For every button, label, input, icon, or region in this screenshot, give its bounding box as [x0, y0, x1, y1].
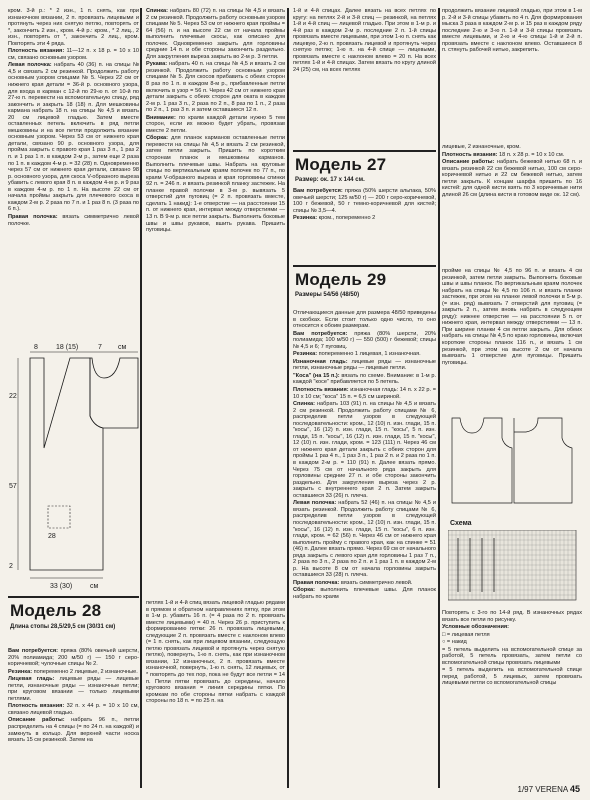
paragraph: Плотность вязания: изнаночная гладь: 14 п. x 22 р. = 10 х 10 см; "коса" 15 п. = 6,5 см шириной.: [293, 387, 436, 400]
model-27-size: Размер: ок. 17 х 144 см.: [295, 177, 365, 183]
paragraph: Сборка: для планок карманов оставленные петли перевести на спицы № 4,5 и вязать 2 см резинкой, затем петли закрыть. Пришить по коротким сторонам планок и мешковины карманов. Выполнить плечевые швы. Набрать на круговые спицы по вертикальным краям полочек по 77 п., по краям V-образного выреза и края горловины спинки 92 п. = 246 п. и вязать резинкой планку застежек. На планке правой полочки в 3-м р. вывязать 5 отверстий для пуговиц (= 2 п. провязать вместе, сделать 1 накид): 1-е отверстие — на расстоянии 15 п. от нижнего края, интервал между отверстиями — 13 п. В 9-м р. все петли закрыть. Выполнить боковые швы и швы рукавов, вшить рукава. Пришить пуговицы.: [146, 135, 285, 234]
paragraph: Внимание: по краям каждой детали нужно 5 тем сторон, если их можно будет убрать, провязав вместе 2 петли.: [146, 114, 285, 134]
issue-label: 1/97 VERENA: [517, 785, 568, 794]
model-28-text-cont: [146, 600, 285, 795]
dim-left-1: 22: [9, 393, 17, 400]
model-28-text: [8, 648, 139, 793]
paragraph: Спинка: набрать 80 (72) п. на спицы № 4,5 и вязать 2 см резинкой. Продолжить работу основным узором спицами № 5. Через 53 см от нижнего края проймы = 64 (56) п. и на высоте 22 см от начала проймы выполнить плечевые скосы, как описано для полочек. Одновременно закрыть для горловины средние 14 п. и обе стороны закончить раздельно. Для закругления выреза закрыть во 2-м р. 3 петли.: [146, 8, 285, 60]
column-divider: [438, 8, 440, 788]
pocket-outline: [48, 506, 70, 528]
garment-pattern-diagram: [8, 338, 143, 593]
cardigan-diagram: [442, 408, 582, 508]
paragraph: Повторять с 3-го по 14-й ряд. В изнаночных рядах вязать все петли по рисунку.: [442, 610, 582, 623]
paragraph: Резинка: попеременно 1 лицевая, 1 изнаночная.: [293, 351, 421, 358]
dim-left-2: 57: [9, 483, 17, 490]
page-number: 45: [569, 784, 580, 794]
dim-top-3: 7: [98, 344, 102, 351]
model-29-heading: Модель 29: [295, 270, 387, 289]
text-column-2: [146, 8, 285, 398]
paragraph: Резинка: попеременно 2 лицевые, 2 изнаночные.: [8, 668, 138, 675]
paragraph: Отличающиеся данные для размера 48/50 приведены в скобках. Если стоит только одно число, то оно относится к обоим размерам.: [293, 310, 436, 330]
model-27-heading: Модель 27: [295, 155, 387, 174]
model-29-size: Размеры 54/56 (48/50): [295, 292, 360, 298]
paragraph: Резинка: кром., попеременно 2: [293, 215, 376, 222]
model-29-text-cont: [442, 268, 582, 403]
paragraph: Описание работы: набрать 96 п., петли распределить на 4 спицы (= по 24 п. на каждой) и замкнуть в кольцо. Для верхней части носка вязать 15 см резинкой. Затем на: [8, 717, 139, 744]
section-rule: [293, 150, 436, 152]
paragraph: Левая полочка: набрать 40 (36) п. на спицы № 4,5 и связать 2 см резинкой. Продолжить работу основным узором спицами № 5. Через 22 см от нижнего края детали = 36-й р. основного узора, для входа в карман с 12-й по 29-ю п. от 10-й по 27-ю п. перевести на вспомогательную спицу, ряд закончить и закрыть 18 (18) п. Для мешковины кармана набрать 18 п. на спицы № 4,5 и вязать 20 см лицевой гладью. Затем вместе оставленных петель включить в ряд петли мешковины и на все петли продолжить вязание основным узором. Через 53 см от нижнего края детали, связано 90 р. основного узора, для пройма закрыть с правого края 1 раз 3 п., 1 раз 2 п. и 1 раз 1 п. в каждом 2-м р., затем еще 2 раза по 1 п. в каждом 4-м р. = 32 (28) п. Одновременно через 57 см от нижнего края детали, связано 98 р. основного узора, для скоса V-образного выреза убавить с левого края 8 п. в каждом 4-м р. и 9 раз в каждом 4-м р. по 1 п. На высоте 22 см от начала проймы закрыть для плечевого скоса в каждом 2-м р. 2 раза по 7 п. и 1 раз 8 п. (3 раза по 6 п.).: [8, 62, 139, 213]
paragraph: ○ = накид: [442, 639, 467, 646]
section-rule: [8, 596, 139, 598]
model-27-text-cont: [442, 144, 582, 264]
paragraph: = 5 петель выделить на вспомогательной спице перед работой, 5 лицевых, затем провязать лицевыми петли со вспомогательной спицы: [442, 667, 582, 687]
column-divider: [140, 8, 142, 788]
paragraph: лицевые, 2 изнаночные, кром.: [442, 144, 521, 150]
column-divider: [287, 8, 289, 788]
paragraph: Плотность вязания: 32 п. x 44 р. = 10 х 10 см, связано лицевой гладью.: [8, 703, 139, 716]
paragraph: Правая полочка: вязать симметрично левой.: [293, 579, 413, 586]
dim-left-4: 2: [9, 563, 13, 570]
schema-title: Схема: [450, 520, 472, 527]
dim-bottom: 33 (30): [50, 583, 73, 590]
paragraph: Условные обозначения:: [442, 624, 510, 631]
text-column-4: [442, 8, 582, 126]
stitch-schema-chart: [448, 530, 582, 604]
back-piece-outline: [90, 358, 138, 428]
paragraph: Вам потребуется: пряжа (50% шерсти альпака, 50% овечьей шерсти; 125 м/50 г) — 200 г серо-коричневой, 100 г бежевой, 50 г темно-коричневой для кистей; спицы № 3,5—4.: [293, 188, 436, 214]
paragraph: Сборка: выполнить плечевые швы. Для планок набрать по краям: [293, 587, 436, 600]
dim-top-unit: см: [118, 344, 127, 351]
model-29-text: [293, 310, 436, 788]
paragraph: □ = лицевая петля: [442, 631, 490, 638]
paragraph: петлях 1-й и 4-й спиц вязать лицевой гладью рядами в прямом и обратном направлениях пятку, при этом в 1-м р. убавить 16 п. (= 4 раза по 2 п. провязать вместе лицевыми) = 40 п. Через 26 р. приступить к формированию пятки: 26 п. провязать лицевыми, следующие 2 п. провязать вместе с наклоном влево (= 1 п. снять, как при лицевом вязании, следующую петлю провязать лицевой и протянуть через снятую петлю), повернуть, 1-ю п. снять, как при изнаночном вязании, 12 изнаночных, 2 п. провязать вместе изнаночной, повернуть, 1-ю п. снять, 12 лицевых, от * повторять до тех пор, пока не будут все петли = 14 п. Петли пятки провязать до середины, начало кругового вязания = линия середины пятки. По кромкам по обе стороны пятки набрать с каждой стороны по 18 п. = по 25 п. на: [146, 600, 285, 705]
text-column-1: [8, 8, 139, 330]
model-27-text: [293, 188, 436, 262]
paragraph: Правая полочка: вязать симметрично левой полочке.: [8, 213, 139, 227]
paragraph: Плотность вязания: 11—12 п. х 18 р. = 10 х 10 см, связано основным узором.: [8, 48, 139, 61]
legend-text: [442, 610, 582, 780]
paragraph: Вам потребуется: пряжа (80% овечьей шерсти, 20% полиамида; 200 м/50 г) — 150 г серо-коричневой; чулочные спицы № 2.: [8, 648, 139, 668]
paragraph: Плотность вязания: 18 п. х 28 р. = 10 х 10 см.: [442, 151, 565, 158]
paragraph: Вам потребуется: пряжа (80% шерсти, 20% полиамида; 100 м/50 г) — 550 (500) г бежевой; спицы № 4,5 и 6; 7 пуговиц.: [293, 330, 436, 350]
section-rule: [293, 265, 436, 267]
paragraph: пройме на спицы № 4,5 по 96 п. и вязать 4 см резинкой, затем петли закрыть. Выполнить боковые швы и швы планок. По вертикальным краям полочек набрать на спицы № 4,5 по 106 п. и вязать планки застежек, при этом на планке левой полочки в 5-м р. (= изн. ряд) вывязать 7 отверстий для пуговиц (= закрыть 2 п., затем вновь набрать в следующем ряду): нижнее отверстие — на расстоянии 5 п. от нижнего края, интервал между отверстиями — 13 п. При ширине планки 4 см петли закрыть. Для обеих набрать на спицы № 4,5 по краю горловины, включая короткие стороны планок 116 п., и вязать 1 см резинкой, при этом на высоте 2 см от начала вывязать 1 отверстие для пуговицы. Пришить пуговицы.: [442, 268, 582, 366]
page-footer: [518, 784, 581, 794]
paragraph: Рукава: набрать 40 п. на спицы № 4,5 и вязать 2 см резинкой. Продолжить работу основным узором спицами № 5. Для скосов прибавить с обеих сторон 8 раз по 1 п. в каждом 8-м р., прибавленные петли включить в узор = 56 п. Через 42 см от нижнего края детали закрыть с обеих сторон для оката в каждом 2-м р. 1 раз 3 п., 2 раза по 2 п., 8 раз по 1 п., 2 раза по 2 п., 1 раз 3 п. и затем оставшиеся 12 п.: [146, 61, 285, 114]
paragraph: продолжить вязание лицевой гладью, при этом в 1-м р. 2-й и 3-й спицы убавить по 4 п. Для формирования мыска 3 раза в каждом 2-м р. и 15 раз в каждом ряду последние 2-ю и 3-ю п. 1-й и 3-й спицы провязать вместе лицевыми, и 2-ю и 4-ю спицы 1-й и 2-й п. провязать вместе с наклоном влево. Оставшиеся 8 п. стянуть рабочей нитью, закрепить.: [442, 8, 582, 54]
paragraph: Спинка: набрать 103 (91) п. на спицы № 4,5 и вязать 2 см резинкой. Продолжить работу спицами № 6, распределив петли узоров в следующей последовательности: кром., 12 (10) п. изн. глади, 15 п. "косы", 16 (12) п. изн. глади, 15 п. "косы", 5 п. изн. глади, 15 п. "косы", 16 (12) п. изн. глади, 15 п. "косы", 12 (10) п. изн. глади, кром. = 123 (111) п. Через 46 см от нижнего края детали закрыть с обеих сторон для проймы 1 раз 4 п., 1 раз 3 п., 1 раз 2 п. и 2 раза по 1 п. в каждом 2-м р. = 110 (91) п. Далее вязать прямо. Через 75 см от начального ряда закрыть для горловины средние 27 п. и обе стороны закончить раздельно. Для закругления выреза через 2 р. закрыть с внутреннего края 2 п. Затем закрыть оставшиеся 33 (26) п. плеча.: [293, 401, 436, 499]
paragraph: "Коса" (на 15 п.): вязать по схеме. Внимание: в 1-м р. каждой "косе" прибавляется по 5 петель.: [293, 372, 436, 386]
paragraph: Левая полочка: набрать 52 (46) п. на спицы № 4,5 и вязать резинкой. Продолжить работу спицами № 6, распределив петли узоров в следующей последовательности: кром., 12 (10) п. изн. глади, 15 п. "косы", 16 (12) п. изн. глади, 15 п. "косы", 6 п. изн. глади, кром. = 62 (56) п. Через 46 см от нижнего края выполнить пройму с правого края, как на спинке = 51 (46) п. Далее вязать прямо. Через 69 см от начального ряда закрыть с левого края для горловины 1 раз 7 п., 2 раза по 3 п., 2 раза по 2 п. и 1 раз 1 п. в каждом 2-м р. На высоте 8 см от начала горловины закрыть оставшиеся 33 (28) п. плеча.: [293, 500, 436, 579]
front-piece-outline: [30, 358, 103, 570]
model-28-size: Длина стопы 28,5/29,5 см (30/31 см): [10, 624, 116, 630]
paragraph: Изнаночная гладь: лицевые ряды — изнаночные петли, изнаночные ряды — лицевые петли.: [293, 358, 436, 372]
paragraph: Лицевая гладь: лицевые ряды — лицевые петли, изнаночные ряды — изнаночные петли; при круговом вязании — только лицевыми петлями.: [8, 676, 139, 702]
model-28-heading: Модель 28: [10, 601, 102, 620]
paragraph: = 5 петель выделить на вспомогательной спице за работой, 5 петель провязать, затем петли со вспомогательной спицы провязать лицевыми: [442, 646, 582, 666]
paragraph: кром. 3-й р.: * 2 изн., 1 п. снять, как при изнаночном вязании, 2 п. провязать лицевыми и протянуть через них снятую петлю, повторять от *, закончить 2 изн., кром. 4-й р.: кром., * 2 лиц., 2 изн., повторять от *, закончить 2 лиц., кром. Повторять эти 4 ряда.: [8, 8, 139, 47]
paragraph: Описание работы: набрать бежевой нитью 68 п. и вязать резинкой 22 см бежевой нитью, 100 см серо-коричневой нитью и 22 см бежевой нитью, затем петли закрыть. К концам шарфа пришить по 16 кистей: для одной кисти взять по 3 коричневые нити длиной 26 см (длина кисти в готовом виде ок. 12 см).: [442, 159, 582, 198]
dim-bottom-unit: см: [90, 583, 99, 590]
dim-top-2: 18 (15): [56, 344, 79, 351]
paragraph: 1-й и 4-й спицах. Далее вязать на всех петлях по кругу: на петлях 2-й и 3-й спиц — резинкой, на петлях 1-й и 4-й спиц — лицевой гладью. При этом в 1-м р. и 4-й раз в каждом 2-м р. последние 2 п. 1-й спицы провязать вместе лицевыми, при этом 1-ю п. снять как лицевую, 2-ю п. провязать лицевой и протянуть через снятую петлю; 1-ю п. на 4-й спице — лицевыми, провязать вместе с наклоном влево = 20 п. На всех петлях 1-й и 4-й спицах. Затем вязать по кругу длиной 24 (25) см, на всех петлях: [293, 8, 436, 73]
dim-left-3: 28: [48, 533, 56, 540]
dim-top-1: 8: [34, 344, 38, 351]
text-column-3: [293, 8, 436, 148]
